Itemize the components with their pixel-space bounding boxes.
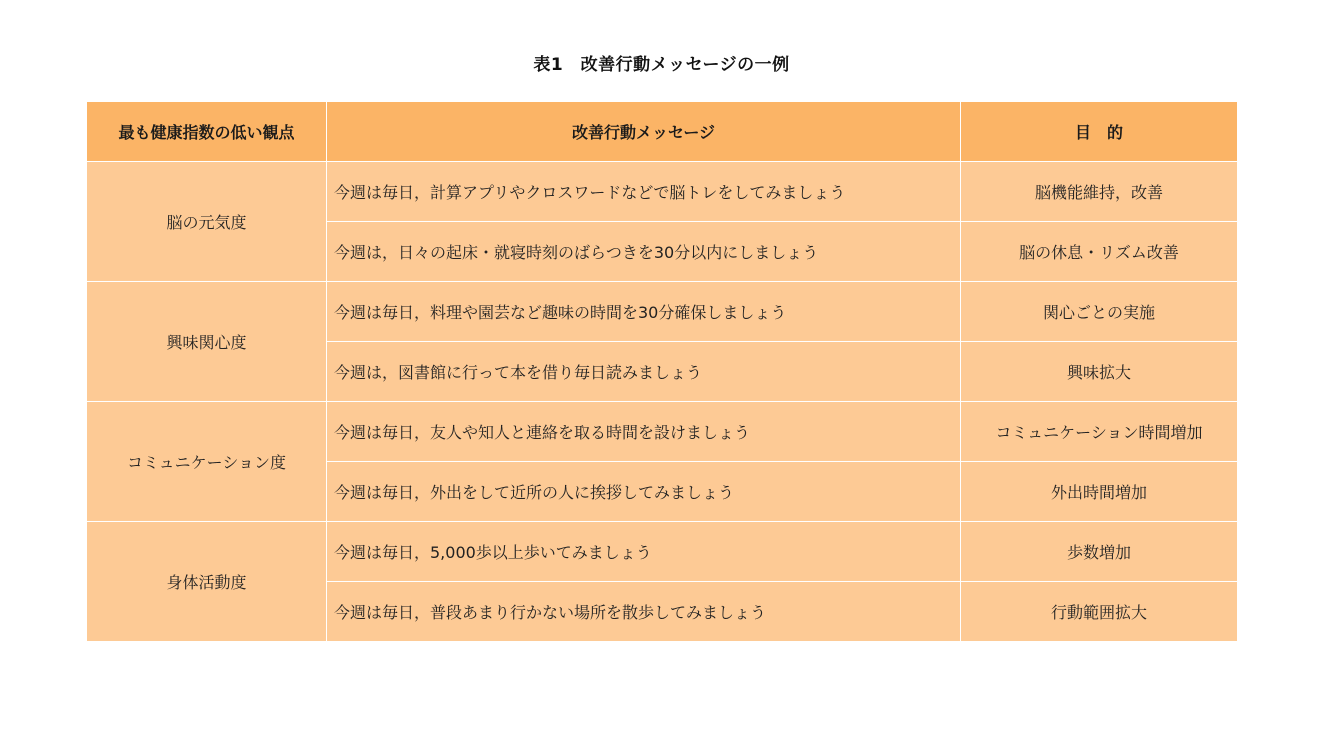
- message-cell: 今週は毎日，5,000歩以上歩いてみましょう: [327, 522, 961, 582]
- table-row: [87, 402, 1238, 462]
- purpose-cell: 外出時間増加: [961, 462, 1238, 522]
- category-cell: 興味関心度: [87, 282, 327, 402]
- message-cell: 今週は，日々の起床・就寝時刻のばらつきを30分以内にしましょう: [327, 222, 961, 282]
- table-row: [87, 522, 1238, 582]
- table-row: [87, 282, 1238, 342]
- purpose-cell: 関心ごとの実施: [961, 282, 1238, 342]
- purpose-cell: 興味拡大: [961, 342, 1238, 402]
- message-cell: 今週は毎日，普段あまり行かない場所を散歩してみましょう: [327, 582, 961, 642]
- message-cell: 今週は毎日，計算アプリやクロスワードなどで脳トレをしてみましょう: [327, 162, 961, 222]
- header-viewpoint: 最も健康指数の低い観点: [87, 102, 327, 162]
- purpose-cell: 脳の休息・リズム改善: [961, 222, 1238, 282]
- message-cell: 今週は，図書館に行って本を借り毎日読みましょう: [327, 342, 961, 402]
- message-cell: 今週は毎日，料理や園芸など趣味の時間を30分確保しましょう: [327, 282, 961, 342]
- message-cell: 今週は毎日，外出をして近所の人に挨拶してみましょう: [327, 462, 961, 522]
- purpose-cell: 行動範囲拡大: [961, 582, 1238, 642]
- category-cell: コミュニケーション度: [87, 402, 327, 522]
- table-caption: 表1 改善行動メッセージの一例: [533, 55, 790, 75]
- header-purpose: 目 的: [961, 102, 1238, 162]
- category-cell: 身体活動度: [87, 522, 327, 642]
- purpose-cell: 歩数増加: [961, 522, 1238, 582]
- purpose-cell: コミュニケーション時間増加: [961, 402, 1238, 462]
- table-row: [87, 162, 1238, 222]
- improvement-message-table: [86, 101, 1238, 642]
- table-header-row: [87, 102, 1238, 162]
- header-message: 改善行動メッセージ: [327, 102, 961, 162]
- message-cell: 今週は毎日，友人や知人と連絡を取る時間を設けましょう: [327, 402, 961, 462]
- purpose-cell: 脳機能維持，改善: [961, 162, 1238, 222]
- category-cell: 脳の元気度: [87, 162, 327, 282]
